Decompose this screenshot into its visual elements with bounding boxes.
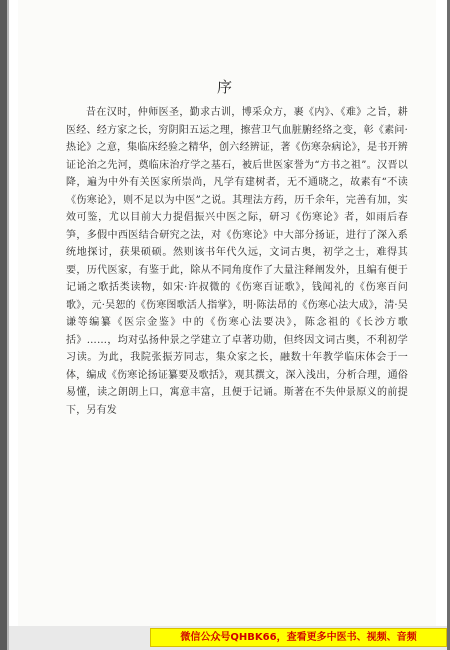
viewer-left-border [0, 0, 7, 650]
preface-body-text: 昔在汉时，仲师医圣，勤求古训，博采众方，裹《内》、《难》之旨，耕医经、经方家之长，穷阴阳五运之理，擦营卫气血脏腑经络之变，彰《素问·热论》之意，集临床经验之精华，创六经辨证，著《伤寒杂病论》，是书开辨证论治之先河，奠临床治疗学之基石，被后世医家誉为“方书之祖”。汉晋以降，遍为中外有关医家所崇尚，凡学有建树者，无不通晓之，故素有“不读《伤寒论》，则不足以为中医”之说。其理法方药，历千余年，完善有加，实效可鉴，尤以目前大力提倡振兴中医之际，研习《伤寒论》者，如雨后春笋，多假中西医结合研究之法，对《伤寒论》中大部分扬证，进行了深入系统地探讨，获果硕硕。然则该书年代久远，文词古奥，初学之士，难得其要，历代医家，有鉴于此，除从不同角度作了大量注释阐发外，且编有便于记诵之歌括类读物，如宋·许叔微的《伤寒百证歌》，钱闻礼的《伤寒百问歌》，元·吴恕的《伤寒图歌活人指掌》，明·陈法昂的《伤寒心法大成》，清·吴谦等编纂《医宗金鉴》中的《伤寒心法要决》，陈念祖的《长沙方歌括》……，均对弘扬仲景之学建立了卓著功勋，但终因文词古奥，不利初学习读。为此，我院张振芳同志，集众家之长，融数十年教学临床体会于一体，编成《伤寒论扬证纂要及歌括》，观其撰文，深入浅出，分析合理，通俗易懂，读之朗朗上口，寓意丰富，且便于记诵。斯著在不失仲景原义的前提下，另有发 [66, 107, 408, 416]
viewer-left-border-inner [7, 0, 9, 650]
page-title: 序 [216, 78, 233, 96]
watermark-banner: 微信公众号QHBK66，查看更多中医书、视频、音频 [150, 628, 447, 647]
